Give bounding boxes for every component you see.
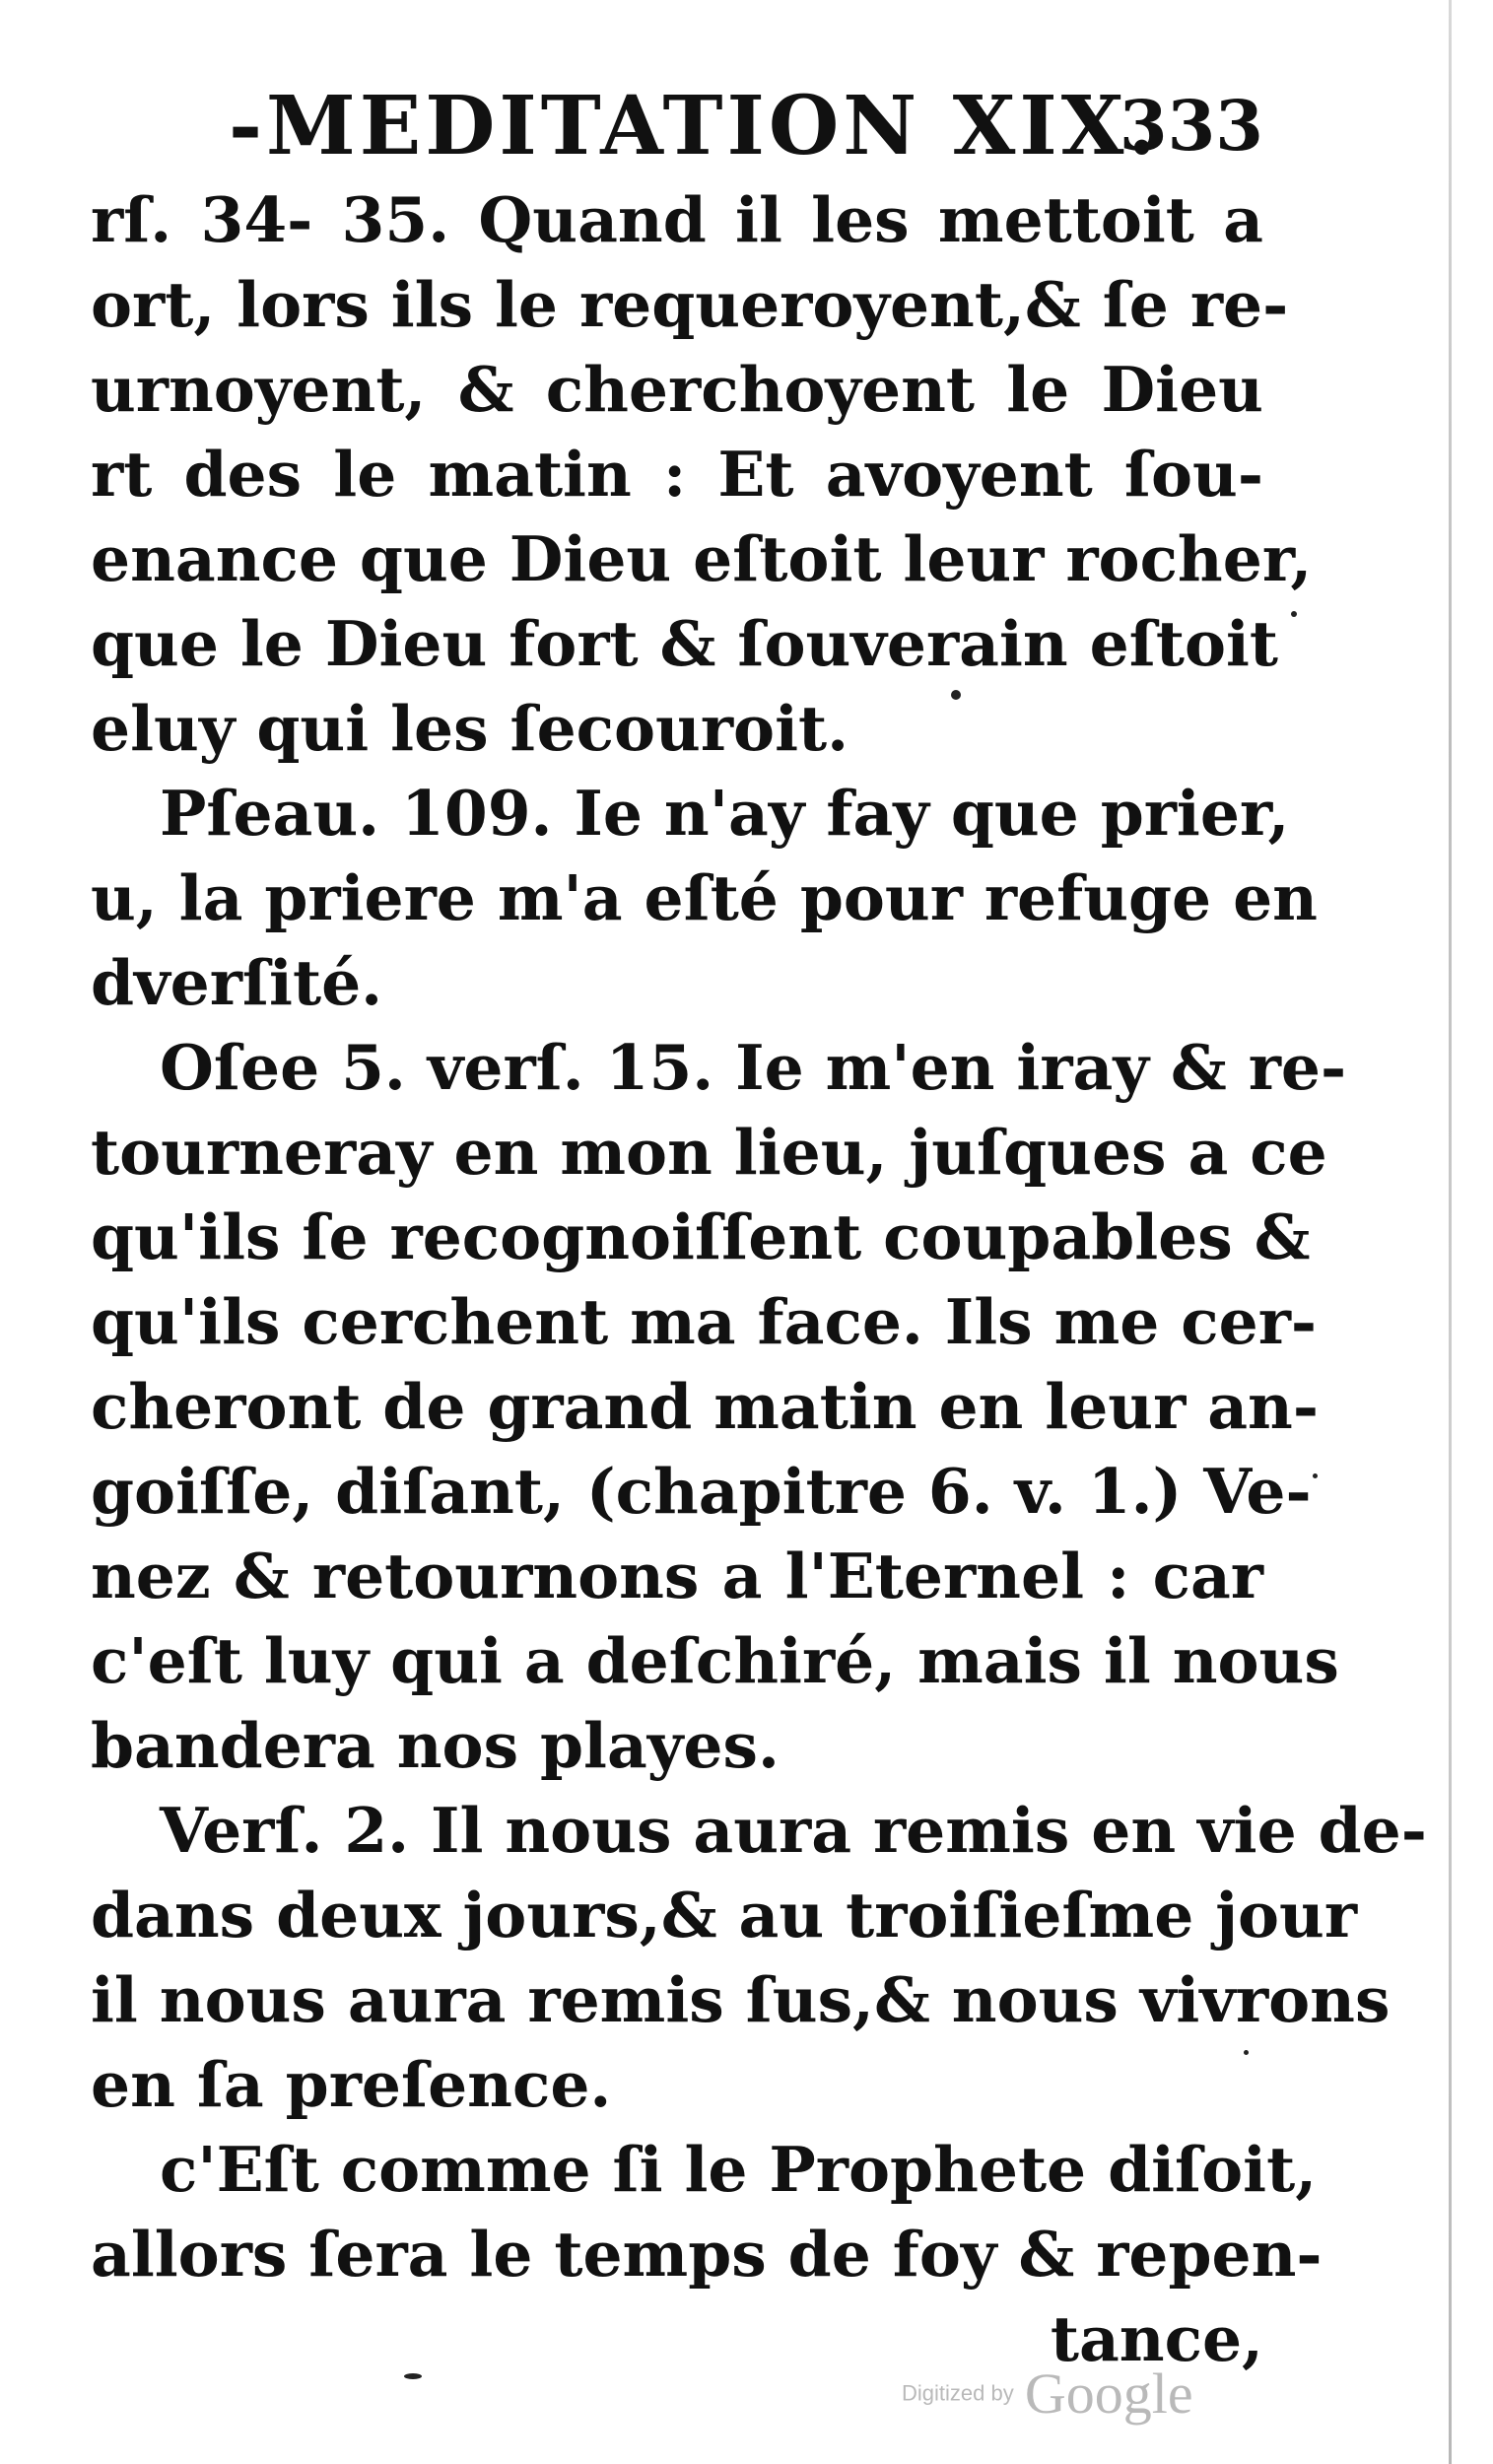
page-header xyxy=(229,79,1263,187)
text-line: cheront de grand matin en leur an- xyxy=(91,1370,1320,1443)
running-title: -MEDITATION XIX. xyxy=(229,79,1160,173)
text-line: tourneray en mon lieu, juſques a ce xyxy=(91,1116,1327,1189)
watermark-prefix: Digitized by xyxy=(902,2380,1014,2406)
text-line: il nous aura remis ſus,& nous vivrons xyxy=(91,1963,1391,2036)
scan-speck xyxy=(951,690,961,700)
text-line: goiſſe, diſant, (chapitre 6. v. 1.) Ve- xyxy=(91,1455,1312,1528)
text-line: Oſee 5. verſ. 15. Ie m'en iray & re- xyxy=(160,1031,1347,1104)
scan-speck xyxy=(1313,1473,1318,1478)
text-line: dverſité. xyxy=(91,946,383,1019)
text-line: en ſa preſence. xyxy=(91,2048,612,2121)
text-line: que le Dieu fort & ſouverain eſtoit xyxy=(91,607,1278,680)
text-line: nez & retournons a l'Eternel : car xyxy=(91,1540,1263,1612)
text-line: Verſ. 2. Il nous aura remis en vie de- xyxy=(160,1794,1427,1867)
text-line: rſ. 34- 35. Quand il les mettoit a xyxy=(91,183,1263,256)
body-text xyxy=(91,177,1427,2381)
scan-speck xyxy=(404,2373,422,2379)
google-logo: Google xyxy=(1024,2361,1193,2426)
text-line: c'eſt luy qui a deſchiré, mais il nous xyxy=(91,1624,1339,1697)
text-line: rt des le matin : Et avoyent ſou- xyxy=(91,438,1263,511)
text-line: enance que Dieu eſtoit leur rocher, xyxy=(91,522,1313,595)
text-line: allors ſera le temps de foy & repen- xyxy=(91,2218,1323,2291)
text-line: urnoyent, & cherchoyent le Dieu xyxy=(91,353,1263,426)
text-line: qu'ils ſe recognoiſſent coupables & xyxy=(91,1200,1311,1273)
text-line: ort, lors ils le requeroyent,& ſe re- xyxy=(91,268,1289,341)
text-line: dans deux jours,& au troiſieſme jour xyxy=(91,1879,1358,1951)
text-line: c'Eſt comme ſi le Prophete diſoit, xyxy=(160,2133,1318,2206)
scan-speck xyxy=(1244,2050,1249,2055)
text-line: qu'ils cerchent ma face. Ils me cer- xyxy=(91,1285,1318,1358)
page-number: 333 xyxy=(1119,85,1263,167)
scan-edge-line xyxy=(1449,0,1452,2464)
text-line: bandera nos playes. xyxy=(91,1709,780,1782)
text-line: eluy qui les ſecouroit. xyxy=(91,692,849,765)
text-line: tance, xyxy=(1050,2302,1263,2375)
scan-speck xyxy=(1291,611,1297,617)
text-line: Pſeau. 109. Ie n'ay fay que prier, xyxy=(160,777,1290,850)
digitized-by-watermark xyxy=(902,2361,1193,2449)
text-line: u, la priere m'a eſté pour refuge en xyxy=(91,861,1318,934)
